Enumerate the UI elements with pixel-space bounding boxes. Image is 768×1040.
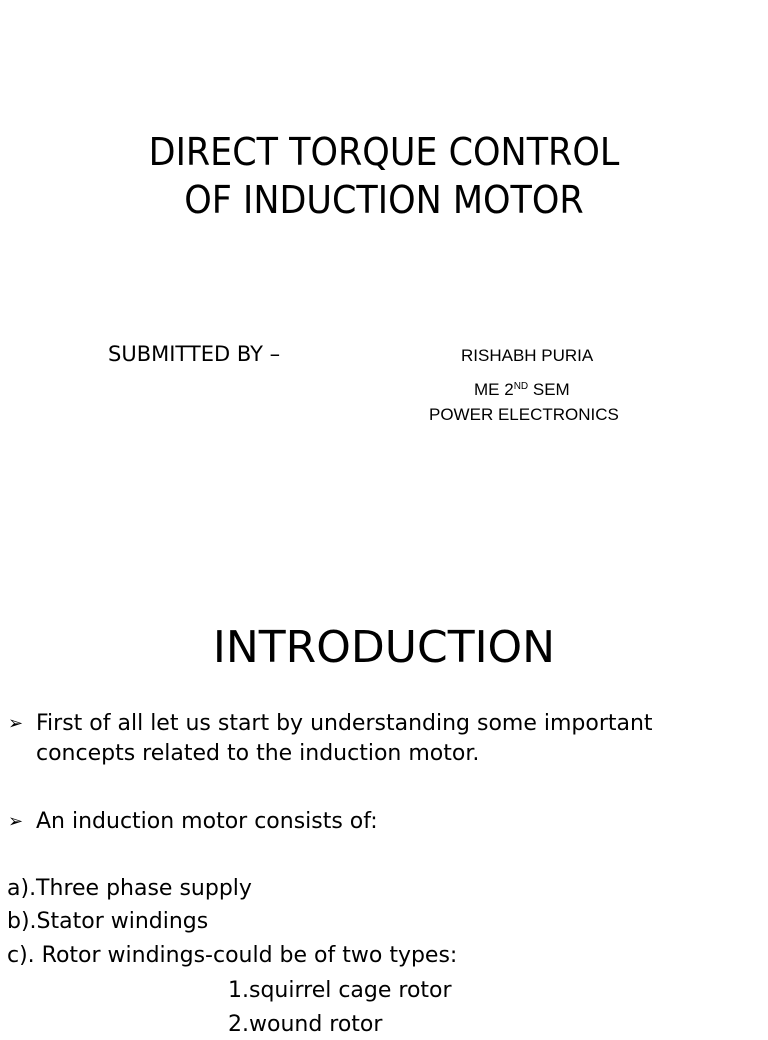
author-semester-prefix: ME 2 [474,380,514,399]
bullet-line [8,709,653,739]
list-item-stator-windings: b).Stator windings [7,909,209,934]
bullet-item [8,807,378,837]
sub-item-squirrel-cage: 1.squirrel cage rotor [228,978,452,1003]
bullet-text: An induction motor consists of: [36,809,378,834]
bullet-line [8,807,378,837]
list-item-three-phase-supply: a).Three phase supply [7,876,252,901]
bullet-text: First of all let us start by understanding some important [36,711,653,736]
introduction-heading: INTRODUCTION [212,622,556,673]
slide-title [31,128,738,224]
author-semester-suffix: SEM [528,380,570,399]
submitted-by-label: SUBMITTED BY – [108,342,281,366]
list-item-rotor-windings: c). Rotor windings-could be of two types: [7,943,458,968]
title-line-1: DIRECT TORQUE CONTROL [148,130,620,174]
arrow-bullet-icon: ➢ [8,811,24,832]
bullet-item [8,709,653,769]
introduction-slide [0,560,768,1037]
author-name: RISHABH PURIA [461,346,594,365]
author-semester [474,376,570,401]
author-semester-superscript: ND [513,381,529,392]
bullet-continuation: concepts related to the induction motor. [36,741,480,766]
arrow-bullet-icon: ➢ [8,713,24,734]
author-department: POWER ELECTRONICS [429,405,619,424]
title-line-2: OF INDUCTION MOTOR [184,178,584,222]
sub-item-wound-rotor: 2.wound rotor [228,1012,383,1037]
